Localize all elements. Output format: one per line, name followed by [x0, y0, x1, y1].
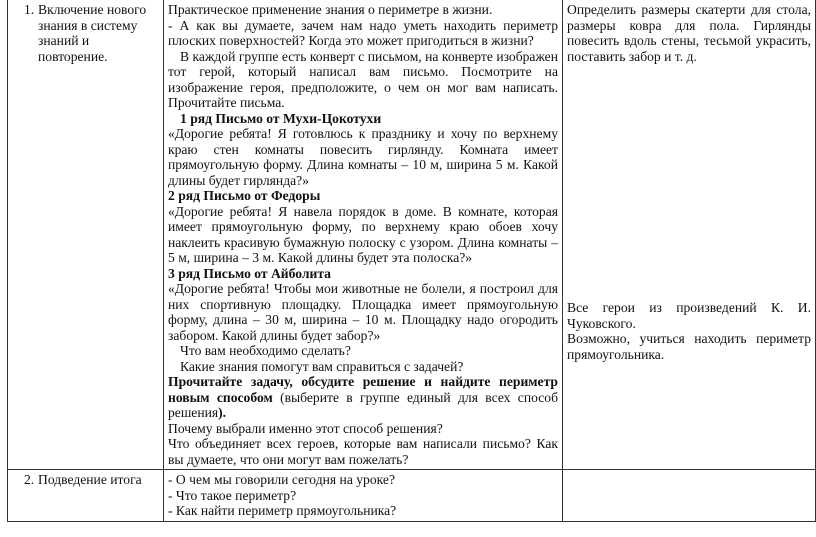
- question-4: Что объединяет всех героев, которые вам написали письмо? Как вы думаете, что они могут вам пожелать?: [168, 436, 558, 467]
- table-row: [8, 0, 816, 470]
- answer-3: Возможно, учиться находить периметр прямоугольника.: [567, 331, 811, 362]
- student-activity-cell: [563, 470, 816, 522]
- stage-cell: [8, 0, 164, 470]
- letter-1-title: 1 ряд Письмо от Мухи-Цокотухи: [180, 110, 382, 126]
- letter-2-text: «Дорогие ребята! Я навела порядок в доме. В комнате, которая имеет прямоугольную форму, по верхнему краю обоев хочу наклеить красивую бумажную полоску с узором. Длина комнаты – 5 м, ширина – 3 м. Какой длины будет эта полоска?»: [168, 203, 558, 265]
- question-3: Почему выбрали именно этот способ решения?: [168, 420, 443, 436]
- letter-1-text: «Дорогие ребята! Я готовлюсь к празднику и хочу по верхнему краю стен комнаты повесить гирлянду. Комната имеет прямоугольную форму. Длина комнаты – 10 м, ширина 5 м. Какой длины будет гирлянда?»: [168, 126, 558, 188]
- step-number: 2.: [24, 472, 35, 487]
- stage-name: Подведение итога: [38, 472, 142, 487]
- summary-question: - О чем мы говорили сегодня на уроке?: [168, 472, 395, 487]
- intro-line: Практическое применение знания о периметре в жизни.: [168, 2, 493, 17]
- summary-question: - Как найти периметр прямоугольника?: [168, 503, 397, 518]
- student-activity-cell: [563, 0, 816, 470]
- answer-1: Определить размеры скатерти для стола, размеры ковра для пола. Гирлянды повесить вдоль стены, тесьмой украсить, поставить забор и т. д.: [567, 2, 811, 64]
- letter-3-title: 3 ряд Письмо от Айболита: [168, 265, 331, 281]
- intro-question: - А как вы думаете, зачем нам надо уметь находить периметр плоских поверхностей? Когда это может пригодиться в жизни?: [168, 17, 558, 48]
- letter-2-title: 2 ряд Письмо от Федоры: [168, 188, 321, 203]
- question-1: Что вам необходимо сделать?: [180, 343, 351, 358]
- task-bold: Прочитайте задачу, обсудите решение и найдите периметр новым способом: [168, 374, 558, 405]
- step-number: 1.: [24, 2, 35, 17]
- task-normal: (выберите в группе единый для всех способ решения: [168, 389, 558, 420]
- teacher-activity-cell: [164, 0, 563, 470]
- task-instruction: [168, 374, 558, 421]
- letter-3-text: «Дорогие ребята! Чтобы мои животные не болели, я построил для них спортивную площадку. Площадка имеет прямоугольную форму, длина – 30 м, ширина – 10 м. Площадку надо огородить забором. Какой длины будет забор?»: [168, 281, 558, 343]
- summary-question: - Что такое периметр?: [168, 487, 297, 503]
- teacher-activity-cell: [164, 470, 563, 522]
- stage-name: Включение нового знания в систему знаний и повторение.: [38, 2, 147, 64]
- intro-envelope: В каждой группе есть конверт с письмом, на конверте изображен тот герой, который написал вам письмо. Посмотрите на изображение героя, предположите, о чем он мог вам написать. Прочитайте письма.: [168, 48, 558, 110]
- spacer: [567, 64, 811, 300]
- table-row: [8, 470, 816, 522]
- stage-cell: [8, 470, 164, 522]
- question-2: Какие знания помогут вам справиться с задачей?: [180, 358, 464, 374]
- task-end: ).: [218, 405, 227, 420]
- lesson-table: [7, 0, 816, 522]
- answer-2: Все герои из произведений К. И. Чуковского.: [567, 300, 811, 331]
